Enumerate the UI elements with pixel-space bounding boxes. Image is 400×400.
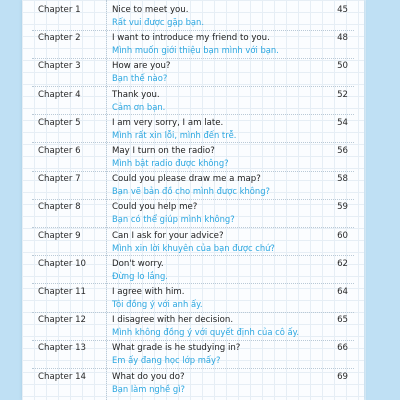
- page-number: 58: [337, 174, 348, 185]
- vietnamese-translation: Tôi đồng ý với anh ấy.: [112, 299, 203, 309]
- page-number: 66: [337, 343, 348, 354]
- page-number: 65: [337, 315, 348, 326]
- english-phrase: How are you?: [112, 61, 171, 72]
- english-phrase: What do you do?: [112, 371, 185, 382]
- vietnamese-translation: Rất vui được gặp bạn.: [112, 17, 205, 27]
- chapter-number: Chapter 4: [38, 89, 81, 100]
- page-number: 64: [337, 287, 348, 297]
- page-number: 54: [337, 117, 348, 128]
- chapter-row[interactable]: [22, 88, 364, 114]
- vietnamese-translation: Bạn thế nào?: [112, 73, 168, 84]
- english-phrase: Could you help me?: [112, 202, 198, 213]
- page-number: 48: [337, 33, 348, 44]
- page-number: 69: [337, 371, 348, 382]
- chapter-row[interactable]: [22, 172, 364, 198]
- chapter-row[interactable]: [22, 341, 364, 367]
- page-number: 45: [337, 5, 348, 15]
- chapter-number: Chapter 9: [38, 230, 81, 241]
- english-phrase: Nice to meet you.: [112, 5, 189, 15]
- chapter-row[interactable]: [22, 144, 364, 170]
- english-phrase: Don't worry.: [112, 258, 164, 269]
- chapter-number: Chapter 13: [38, 343, 87, 354]
- vietnamese-translation: Mình bật radio được không?: [112, 158, 229, 168]
- english-phrase: I disagree with her decision.: [112, 315, 234, 326]
- chapter-row[interactable]: [22, 257, 364, 283]
- page-number: 56: [337, 146, 348, 156]
- chapter-number: Chapter 3: [38, 61, 81, 72]
- vietnamese-translation: Mình không đồng ý với quyết định của cô ấy.: [112, 327, 300, 338]
- chapter-number: Chapter 5: [38, 117, 81, 128]
- chapter-row[interactable]: [22, 59, 364, 85]
- english-phrase: Can I ask for your advice?: [112, 230, 224, 241]
- vietnamese-translation: Đừng lo lắng.: [112, 270, 168, 281]
- vietnamese-translation: Em ấy đang học lớp mấy?: [112, 355, 221, 366]
- english-phrase: I want to introduce my friend to you.: [112, 33, 270, 44]
- chapter-row[interactable]: [22, 200, 364, 226]
- chapter-row[interactable]: [22, 31, 364, 57]
- chapter-number: Chapter 1: [38, 5, 81, 15]
- chapter-row[interactable]: [22, 370, 364, 396]
- english-phrase: I am very sorry, I am late.: [112, 117, 224, 128]
- right-page-edge: [366, 0, 400, 400]
- chapter-number: Chapter 2: [38, 33, 81, 44]
- chapter-row[interactable]: [22, 3, 364, 29]
- chapter-row[interactable]: [22, 285, 364, 311]
- english-phrase: May I turn on the radio?: [112, 146, 215, 156]
- chapter-number: Chapter 11: [38, 287, 87, 297]
- vietnamese-translation: Mình muốn giới thiệu bạn mình với bạn.: [112, 45, 279, 56]
- english-phrase: I agree with him.: [112, 287, 185, 297]
- vietnamese-translation: Mình xin lời khuyên của bạn được chứ?: [112, 242, 275, 253]
- chapter-number: Chapter 6: [38, 146, 81, 156]
- vietnamese-translation: Cảm ơn bạn.: [112, 101, 166, 112]
- vietnamese-translation: Bạn có thể giúp mình không?: [112, 214, 235, 225]
- english-phrase: Could you please draw me a map?: [112, 174, 261, 185]
- chapter-row[interactable]: [22, 116, 364, 142]
- chapter-number: Chapter 10: [38, 258, 87, 269]
- english-phrase: Thank you.: [112, 89, 160, 100]
- table-of-contents-page: [22, 0, 364, 400]
- chapter-row[interactable]: [22, 229, 364, 255]
- chapter-number: Chapter 12: [38, 315, 87, 326]
- vietnamese-translation: Bạn làm nghề gì?: [112, 383, 185, 394]
- page-number: 50: [337, 61, 348, 72]
- chapter-number: Chapter 14: [38, 371, 87, 382]
- chapter-number: Chapter 7: [38, 174, 81, 185]
- page-number: 59: [337, 202, 348, 213]
- chapter-number: Chapter 8: [38, 202, 81, 213]
- vietnamese-translation: Bạn vẽ bản đồ cho mình được không?: [112, 186, 270, 197]
- page-number: 62: [337, 258, 348, 269]
- page-number: 52: [337, 89, 348, 100]
- vietnamese-translation: Mình rất xin lỗi, mình đến trễ.: [112, 129, 237, 140]
- english-phrase: What grade is he studying in?: [112, 343, 241, 354]
- page-number: 60: [337, 230, 348, 241]
- chapter-row[interactable]: [22, 313, 364, 339]
